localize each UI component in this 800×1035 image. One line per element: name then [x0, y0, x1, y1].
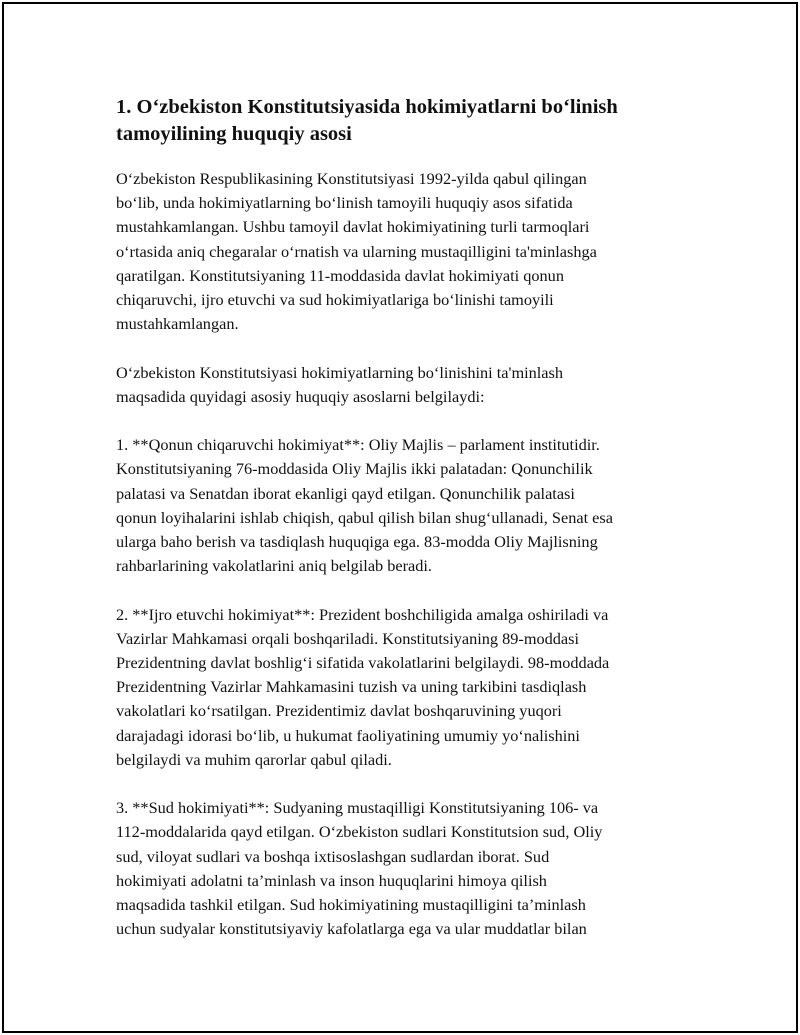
paragraph-judicial-branch: 3. **Sud hokimiyati**: Sudyaning mustaqilligi Konstitutsiyaning 106- va 112-moddalarida qayd etilgan. O‘zbekiston sudlari Konstitutsion sud, Oliy sud, viloyat sudlari va boshqa ixtisoslashgan sudlardan iborat. Sud hokimiyati adolatni ta’minlash va inson huquqlarini himoya qilish maqsadida tashkil etilgan. Sud hokimiyatining mustaqilligini ta’minlash uchun sudyalar konstitutsiyaviy kafolatlarga ega va ular muddatlar bilan: [116, 798, 603, 939]
document-body: [116, 94, 686, 966]
paragraph-intro: O‘zbekiston Respublikasining Konstitutsiyasi 1992-yilda qabul qilingan bo‘lib, unda hokimiyatlarning bo‘linish tamoyili huquqiy asos sifatida mustahkamlangan. Ushbu tamoyil davlat hokimiyatining turli tarmoqlari o‘rtasida aniq chegaralar o‘rnatish va ularning mustaqilligini ta'minlashga qaratilgan. Konstitutsiyaning 11-moddasida davlat hokimiyati qonun chiqaruvchi, ijro etuvchi va sud hokimiyatlariga bo‘linishi tamoyili mustahkamlangan.: [116, 169, 597, 334]
section-title: 1. O‘zbekiston Konstitutsiyasida hokimiyatlarni bo‘linish tamoyilining huquqiy asosi: [116, 96, 618, 145]
paragraph-legal-bases: O‘zbekiston Konstitutsiyasi hokimiyatlarning bo‘linishini ta'minlash maqsadida quyidagi asosiy huquqiy asoslarni belgilaydi:: [116, 362, 564, 406]
paragraph-executive-branch: 2. **Ijro etuvchi hokimiyat**: Prezident boshchiligida amalga oshiriladi va Vazirlar Mahkamasi orqali boshqariladi. Konstitutsiyaning 89-moddasi Prezidentning davlat boshlig‘i sifatida vakolatlarini belgilaydi. 98-moddada Prezidentning Vazirlar Mahkamasini tuzish va uning tarkibini tasdiqlash vakolatlari ko‘rsatilgan. Prezidentimiz davlat boshqaruvining yuqori darajadagi idorasi bo‘lib, u hukumat faoliyatining umumiy yo‘nalishini belgilaydi va muhim qarorlar qabul qiladi.: [116, 604, 610, 769]
paragraph-legislative-branch: 1. **Qonun chiqaruvchi hokimiyat**: Oliy Majlis – parlament institutidir. Konstitutsiyaning 76-moddasida Oliy Majlis ikki palatadan: Qonunchilik palatasi va Senatdan iborat ekanligi qayd etilgan. Qonunchilik palatasi qonun loyihalarini ishlab chiqish, qabul qilish bilan shug‘ullanadi, Senat esa ularga baho berish va tasdiqlash huquqiga ega. 83-modda Oliy Majlisning rahbarlarining vakolatlarini aniq belgilab beradi.: [116, 435, 613, 576]
